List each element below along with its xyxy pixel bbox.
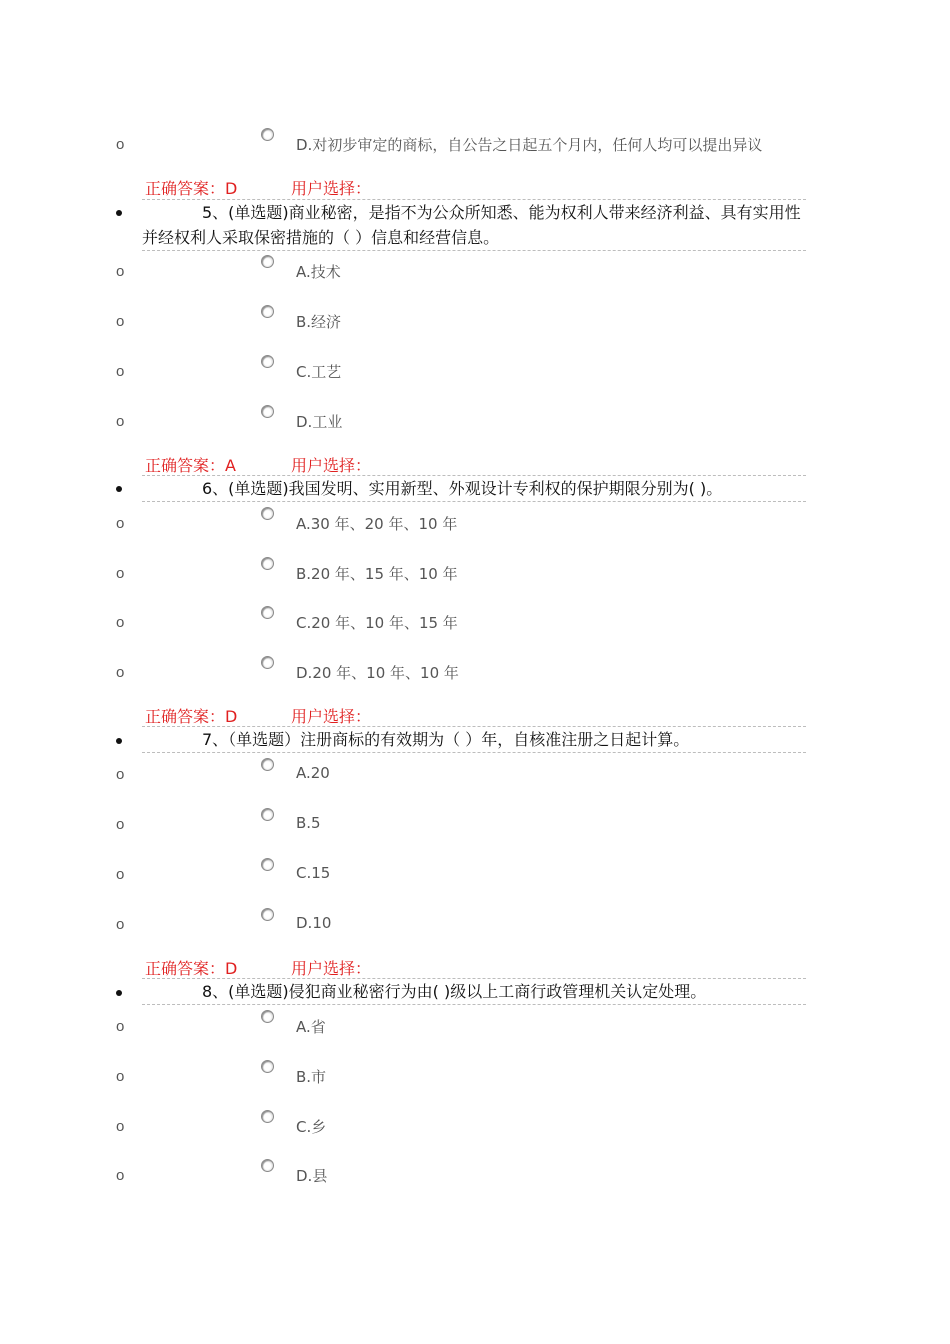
radio-button[interactable] — [261, 507, 274, 520]
list-marker: o — [116, 1167, 125, 1184]
option-label: A.技术 — [296, 263, 341, 281]
question-text: 5、(单选题)商业秘密，是指不为公众所知悉、能为权利人带来经济利益、具有实用性并经权利人采取保密措施的（ ）信息和经营信息。 — [142, 203, 801, 247]
question-bullet — [116, 210, 122, 216]
radio-button[interactable] — [261, 557, 274, 570]
option-label: C.20 年、10 年、15 年 — [296, 614, 458, 632]
option-row[interactable] — [0, 355, 950, 385]
option-row[interactable] — [0, 656, 950, 686]
list-marker: o — [116, 916, 125, 933]
radio-button[interactable] — [261, 656, 274, 669]
list-marker: o — [116, 1118, 125, 1135]
answer-line — [145, 453, 372, 475]
radio-button[interactable] — [261, 1159, 274, 1172]
user-choice: 用户选择： — [291, 959, 372, 978]
radio-button[interactable] — [261, 255, 274, 268]
list-marker: o — [116, 1018, 125, 1035]
user-choice: 用户选择： — [291, 179, 372, 198]
option-label: C.工艺 — [296, 363, 342, 381]
question-bullet — [116, 738, 122, 744]
option-row[interactable] — [0, 507, 950, 537]
question-bullet — [116, 990, 122, 996]
radio-button[interactable] — [261, 858, 274, 871]
list-marker: o — [116, 664, 125, 681]
option-row[interactable] — [0, 808, 950, 838]
option-label: D.对初步审定的商标，自公告之日起五个月内，任何人均可以提出异议 — [296, 136, 763, 154]
question-text-block — [142, 199, 806, 251]
radio-button[interactable] — [261, 1110, 274, 1123]
list-marker: o — [116, 363, 125, 380]
question-text: 8、(单选题)侵犯商业秘密行为由( )级以上工商行政管理机关认定处理。 — [202, 982, 707, 1001]
question-text-block — [142, 978, 806, 1005]
option-label: C.乡 — [296, 1118, 327, 1136]
option-row[interactable] — [0, 255, 950, 285]
option-label: B.经济 — [296, 313, 342, 331]
list-marker: o — [116, 515, 125, 532]
radio-button[interactable] — [261, 908, 274, 921]
radio-button[interactable] — [261, 405, 274, 418]
option-row[interactable] — [0, 405, 950, 435]
list-marker: o — [116, 766, 125, 783]
option-row[interactable] — [0, 758, 950, 788]
list-marker: o — [116, 1068, 125, 1085]
option-label: A.30 年、20 年、10 年 — [296, 515, 458, 533]
question-bullet — [116, 486, 122, 492]
radio-button[interactable] — [261, 355, 274, 368]
radio-button[interactable] — [261, 305, 274, 318]
option-row[interactable] — [0, 128, 950, 158]
question-text: 7、（单选题）注册商标的有效期为（ ）年，自核准注册之日起计算。 — [202, 730, 690, 749]
radio-button[interactable] — [261, 1010, 274, 1023]
list-marker: o — [116, 614, 125, 631]
option-label: B.20 年、15 年、10 年 — [296, 565, 458, 583]
option-label: D.10 — [296, 914, 332, 932]
correct-answer: 正确答案：A — [145, 456, 236, 475]
correct-answer: 正确答案：D — [145, 959, 238, 978]
option-label: A.20 — [296, 764, 330, 782]
radio-button[interactable] — [261, 808, 274, 821]
question-text-block — [142, 475, 806, 502]
list-marker: o — [116, 136, 125, 153]
user-choice: 用户选择： — [291, 456, 372, 475]
option-row[interactable] — [0, 606, 950, 636]
question-text: 6、(单选题)我国发明、实用新型、外观设计专利权的保护期限分别为( )。 — [202, 479, 723, 498]
question-text-block — [142, 726, 806, 753]
option-label: A.省 — [296, 1018, 326, 1036]
option-row[interactable] — [0, 305, 950, 335]
correct-answer: 正确答案：D — [145, 707, 238, 726]
correct-answer: 正确答案：D — [145, 179, 238, 198]
radio-button[interactable] — [261, 1060, 274, 1073]
radio-button[interactable] — [261, 606, 274, 619]
option-row[interactable] — [0, 858, 950, 888]
list-marker: o — [116, 816, 125, 833]
option-row[interactable] — [0, 1060, 950, 1090]
list-marker: o — [116, 413, 125, 430]
option-label: B.市 — [296, 1068, 327, 1086]
option-label: B.5 — [296, 814, 321, 832]
option-row[interactable] — [0, 1010, 950, 1040]
user-choice: 用户选择： — [291, 707, 372, 726]
option-row[interactable] — [0, 1159, 950, 1189]
answer-line — [145, 956, 372, 978]
option-label: C.15 — [296, 864, 331, 882]
answer-line — [145, 176, 372, 198]
list-marker: o — [116, 565, 125, 582]
option-row[interactable] — [0, 908, 950, 938]
option-row[interactable] — [0, 1110, 950, 1140]
answer-line — [145, 704, 372, 726]
radio-button[interactable] — [261, 128, 274, 141]
radio-button[interactable] — [261, 758, 274, 771]
option-label: D.工业 — [296, 413, 343, 431]
option-label: D.县 — [296, 1167, 328, 1185]
list-marker: o — [116, 313, 125, 330]
list-marker: o — [116, 866, 125, 883]
option-row[interactable] — [0, 557, 950, 587]
list-marker: o — [116, 263, 125, 280]
option-label: D.20 年、10 年、10 年 — [296, 664, 459, 682]
